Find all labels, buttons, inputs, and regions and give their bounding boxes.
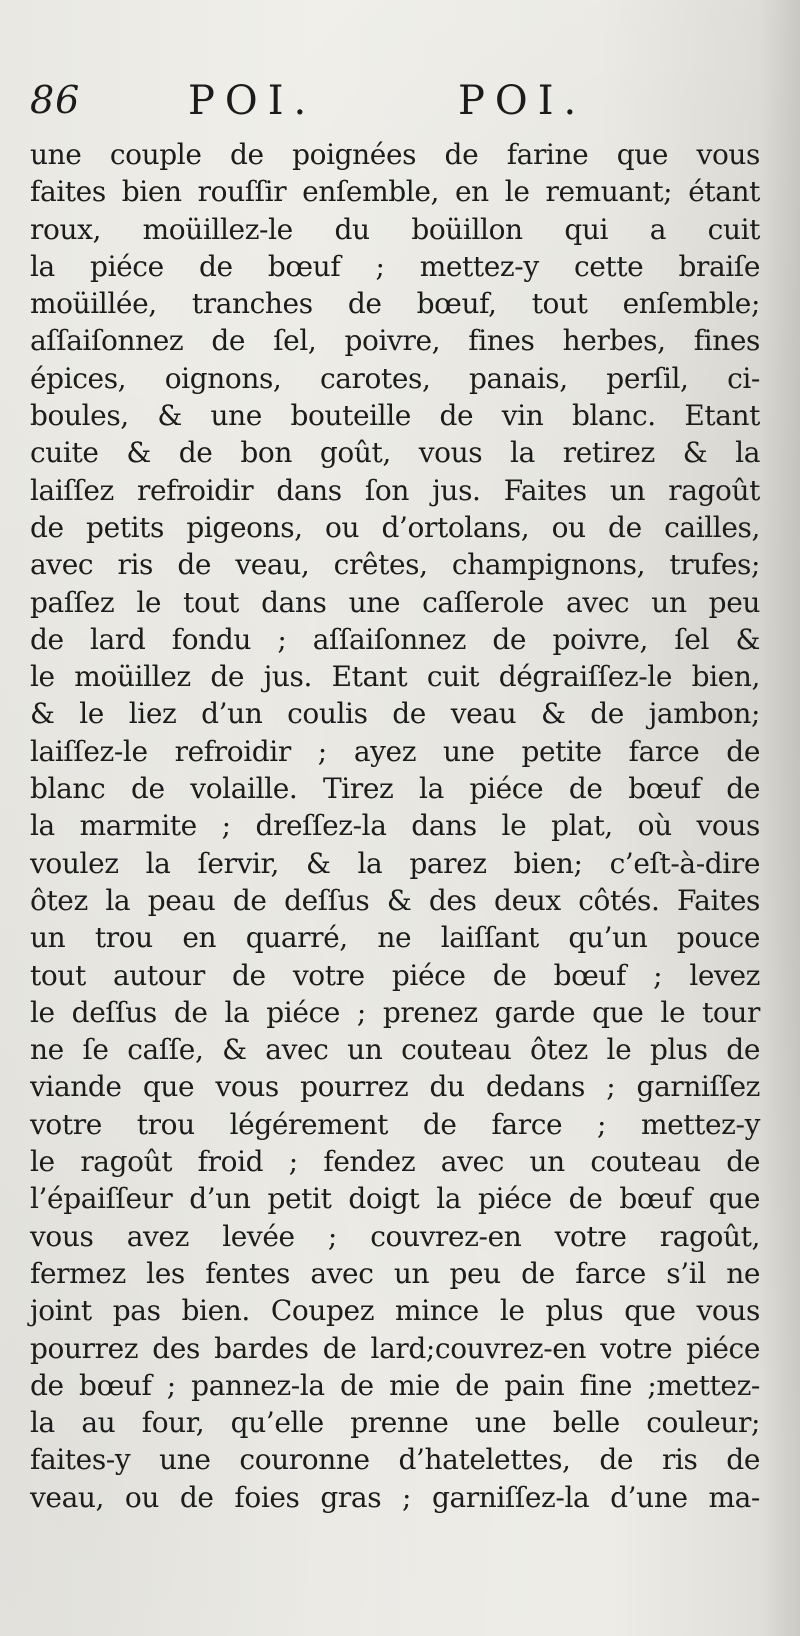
text-line: la marmite ; dreſſez-la dans le plat, où vous (30, 809, 760, 843)
running-head-left: POI. (188, 78, 317, 124)
text-line: joint pas bien. Coupez mince le plus que vous (30, 1294, 760, 1328)
text-line: roux, moüillez-le du boüillon qui a cuit (30, 212, 760, 246)
page-number: 86 (30, 78, 81, 122)
page-edge-shadow (760, 0, 800, 1636)
text-line: tout autour de votre piéce de bœuf ; levez (30, 958, 760, 992)
text-line: vous avez levée ; couvrez-en votre ragoût, (30, 1219, 760, 1253)
text-line: blanc de volaille. Tirez la piéce de bœuf de (30, 772, 760, 806)
text-line: moüillée, tranches de bœuf, tout enſemble; (30, 287, 760, 321)
running-head-right: POI. (458, 78, 587, 124)
page-header (30, 78, 770, 138)
text-line: boules, & une bouteille de vin blanc. Etant (30, 399, 760, 433)
text-line: paſſez le tout dans une caſſerole avec un peu (30, 585, 760, 619)
text-line: viande que vous pourrez du dedans ; garniſſez (30, 1070, 760, 1104)
text-line: laiſſez refroidir dans ſon jus. Faites un ragoût (30, 473, 760, 507)
text-line: une couple de poignées de farine que vous (30, 138, 760, 171)
text-line: la piéce de bœuf ; mettez-y cette braiſe (30, 249, 760, 283)
text-line: votre trou légérement de farce ; mettez-y (30, 1107, 760, 1141)
text-line: de petits pigeons, ou d’ortolans, ou de cailles, (30, 510, 760, 544)
text-line: ôtez la peau de deſſus & des deux côtés. Faites (30, 883, 760, 917)
text-line: faites-y une couronne d’hatelettes, de ris de (30, 1443, 760, 1477)
text-line: un trou en quarré, ne laiſſant qu’un pouce (30, 921, 760, 955)
text-line: laiſſez-le refroidir ; ayez une petite farce de (30, 734, 760, 768)
text-line: ne ſe caſſe, & avec un couteau ôtez le plus de (30, 1033, 760, 1067)
text-line: faites bien rouſſir enſemble, en le remuant; étant (30, 175, 760, 209)
text-line: de lard fondu ; aſſaiſonnez de poivre, ſel & (30, 622, 760, 656)
text-line: & le liez d’un coulis de veau & de jambon; (30, 697, 760, 731)
text-line: aſſaiſonnez de ſel, poivre, fines herbes, fines (30, 324, 760, 358)
text-line: le deſſus de la piéce ; prenez garde que le tour (30, 995, 760, 1029)
text-line: le ragoût froid ; fendez avec un couteau de (30, 1145, 760, 1179)
text-line: l’épaiſſeur d’un petit doigt la piéce de bœuf que (30, 1182, 760, 1216)
text-line: de bœuf ; pannez-la de mie de pain fine ;mettez- (30, 1368, 760, 1402)
text-line: la au four, qu’elle prenne une belle couleur; (30, 1406, 760, 1440)
text-line: le moüillez de jus. Etant cuit dégraiſſez-le bien, (30, 660, 760, 694)
text-line: épices, oignons, carotes, panais, perſil, ci- (30, 361, 760, 395)
text-line: avec ris de veau, crêtes, champignons, trufes; (30, 548, 760, 582)
body-text (30, 136, 760, 1516)
text-line: voulez la ſervir, & la parez bien; c’eſt-à-dire (30, 846, 760, 880)
text-line: fermez les fentes avec un peu de farce s’il ne (30, 1256, 760, 1290)
text-line: pourrez des bardes de lard;couvrez-en votre piéce (30, 1331, 760, 1365)
text-line: veau, ou de foies gras ; garniſſez-la d’une ma- (30, 1480, 760, 1514)
text-line: cuite & de bon goût, vous la retirez & la (30, 436, 760, 470)
